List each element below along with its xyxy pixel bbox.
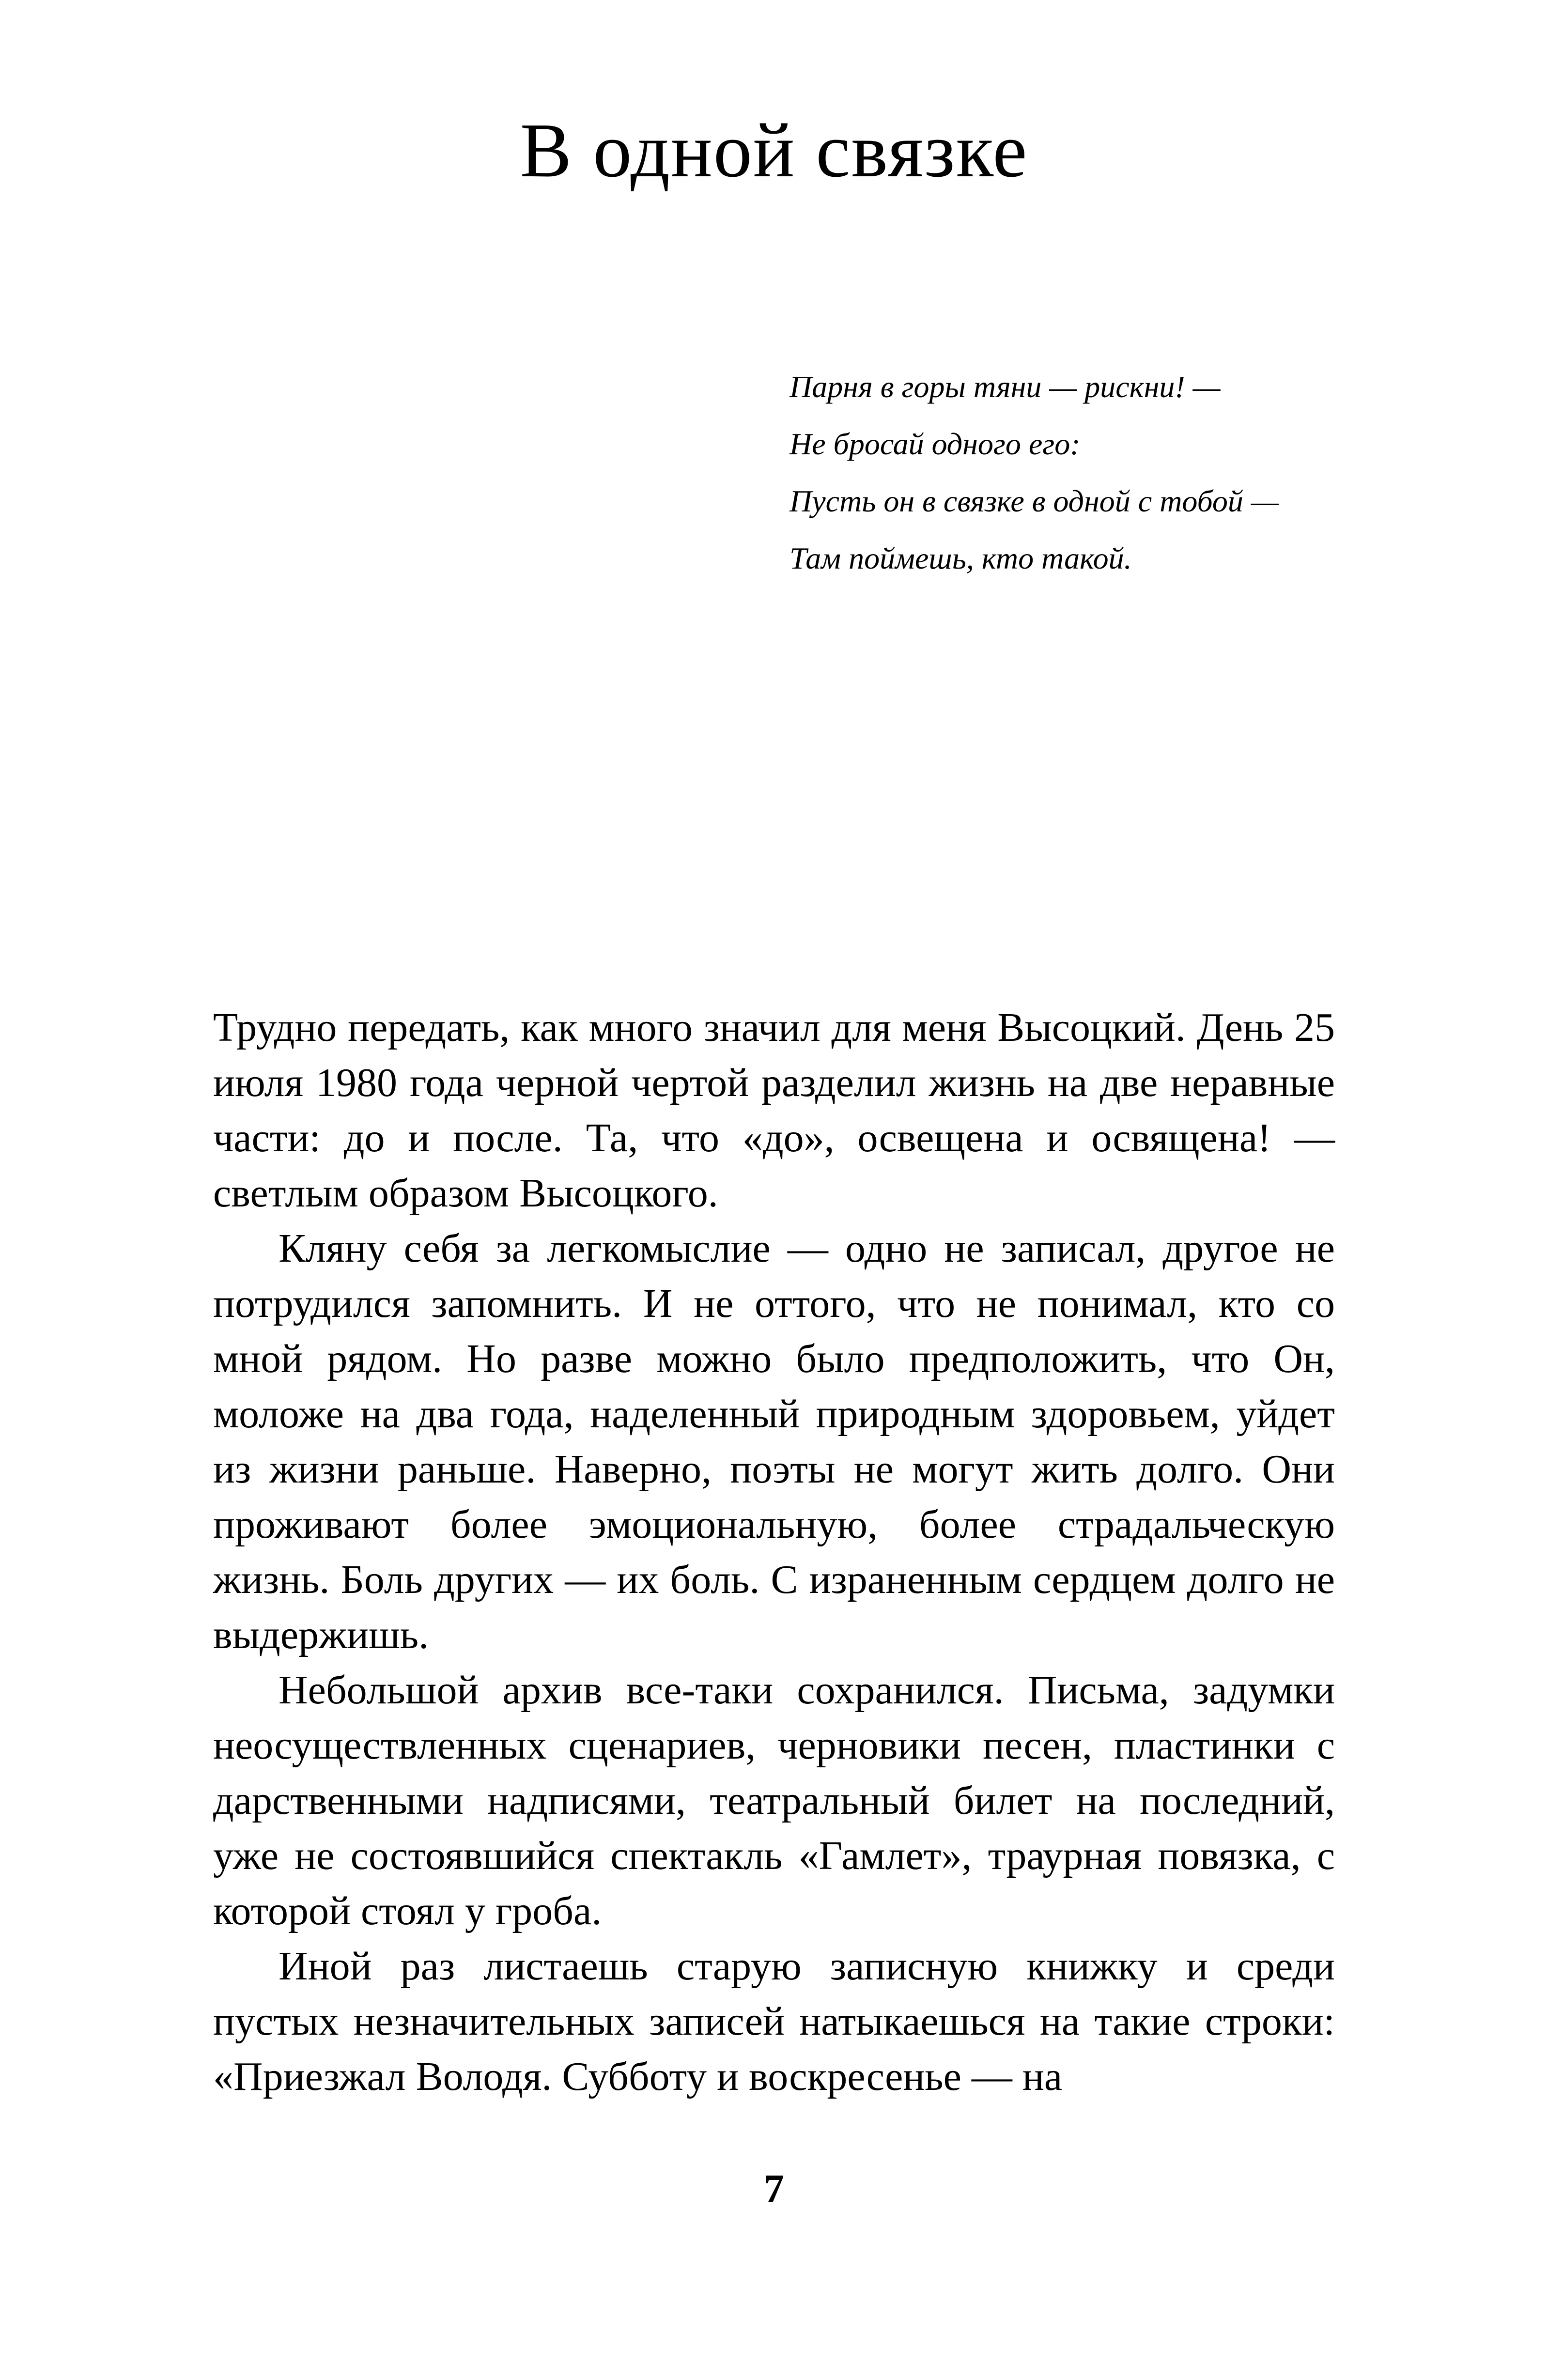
epigraph-line: Там поймешь, кто такой.	[789, 541, 1132, 575]
epigraph-line: Не бросай одного его:	[789, 427, 1081, 461]
epigraph-line: Пусть он в связке в одной с тобой —	[789, 484, 1279, 518]
page-number: 7	[764, 2166, 784, 2211]
epigraph-line: Парня в горы тяни — рискни! —	[789, 370, 1221, 404]
body-paragraph: Иной раз листаешь старую записную книжку и среди пустых незначительных записей натыкаешься на такие строки: «Приезжал Володя. Субботу и воскресенье — на	[213, 1944, 1335, 2099]
chapter-title: В одной связке	[520, 107, 1028, 193]
body-paragraph: Трудно передать, как много значил для меня Высоцкий. День 25 июля 1980 года черной чертой разделил жизнь на две неравные части: до и после. Та, что «до», освещена и освящена! — светлым образом Высоцкого.	[213, 1005, 1335, 1216]
body-paragraph: Кляну себя за легкомыслие — одно не записал, другое не потрудился запомнить. И не оттого, что не понимал, кто со мной рядом. Но разве можно было предположить, что Он, моложе на два года, наделенный природным здоровьем, уйдет из жизни раньше. Наверно, поэты не могут жить долго. Они проживают более эмоциональную, более страдальческую жизнь. Боль других — их боль. С израненным сердцем долго не выдержишь.	[213, 1226, 1335, 1657]
body-text	[213, 1000, 1335, 2104]
body-paragraph: Небольшой архив все-таки сохранился. Письма, задумки неосуществленных сценариев, черновики песен, пластинки с дарственными надписями, театральный билет на последний, уже не состоявшийся спектакль «Гамлет», траурная повязка, с которой стоял у гроба.	[213, 1668, 1335, 1933]
epigraph	[789, 358, 1419, 587]
